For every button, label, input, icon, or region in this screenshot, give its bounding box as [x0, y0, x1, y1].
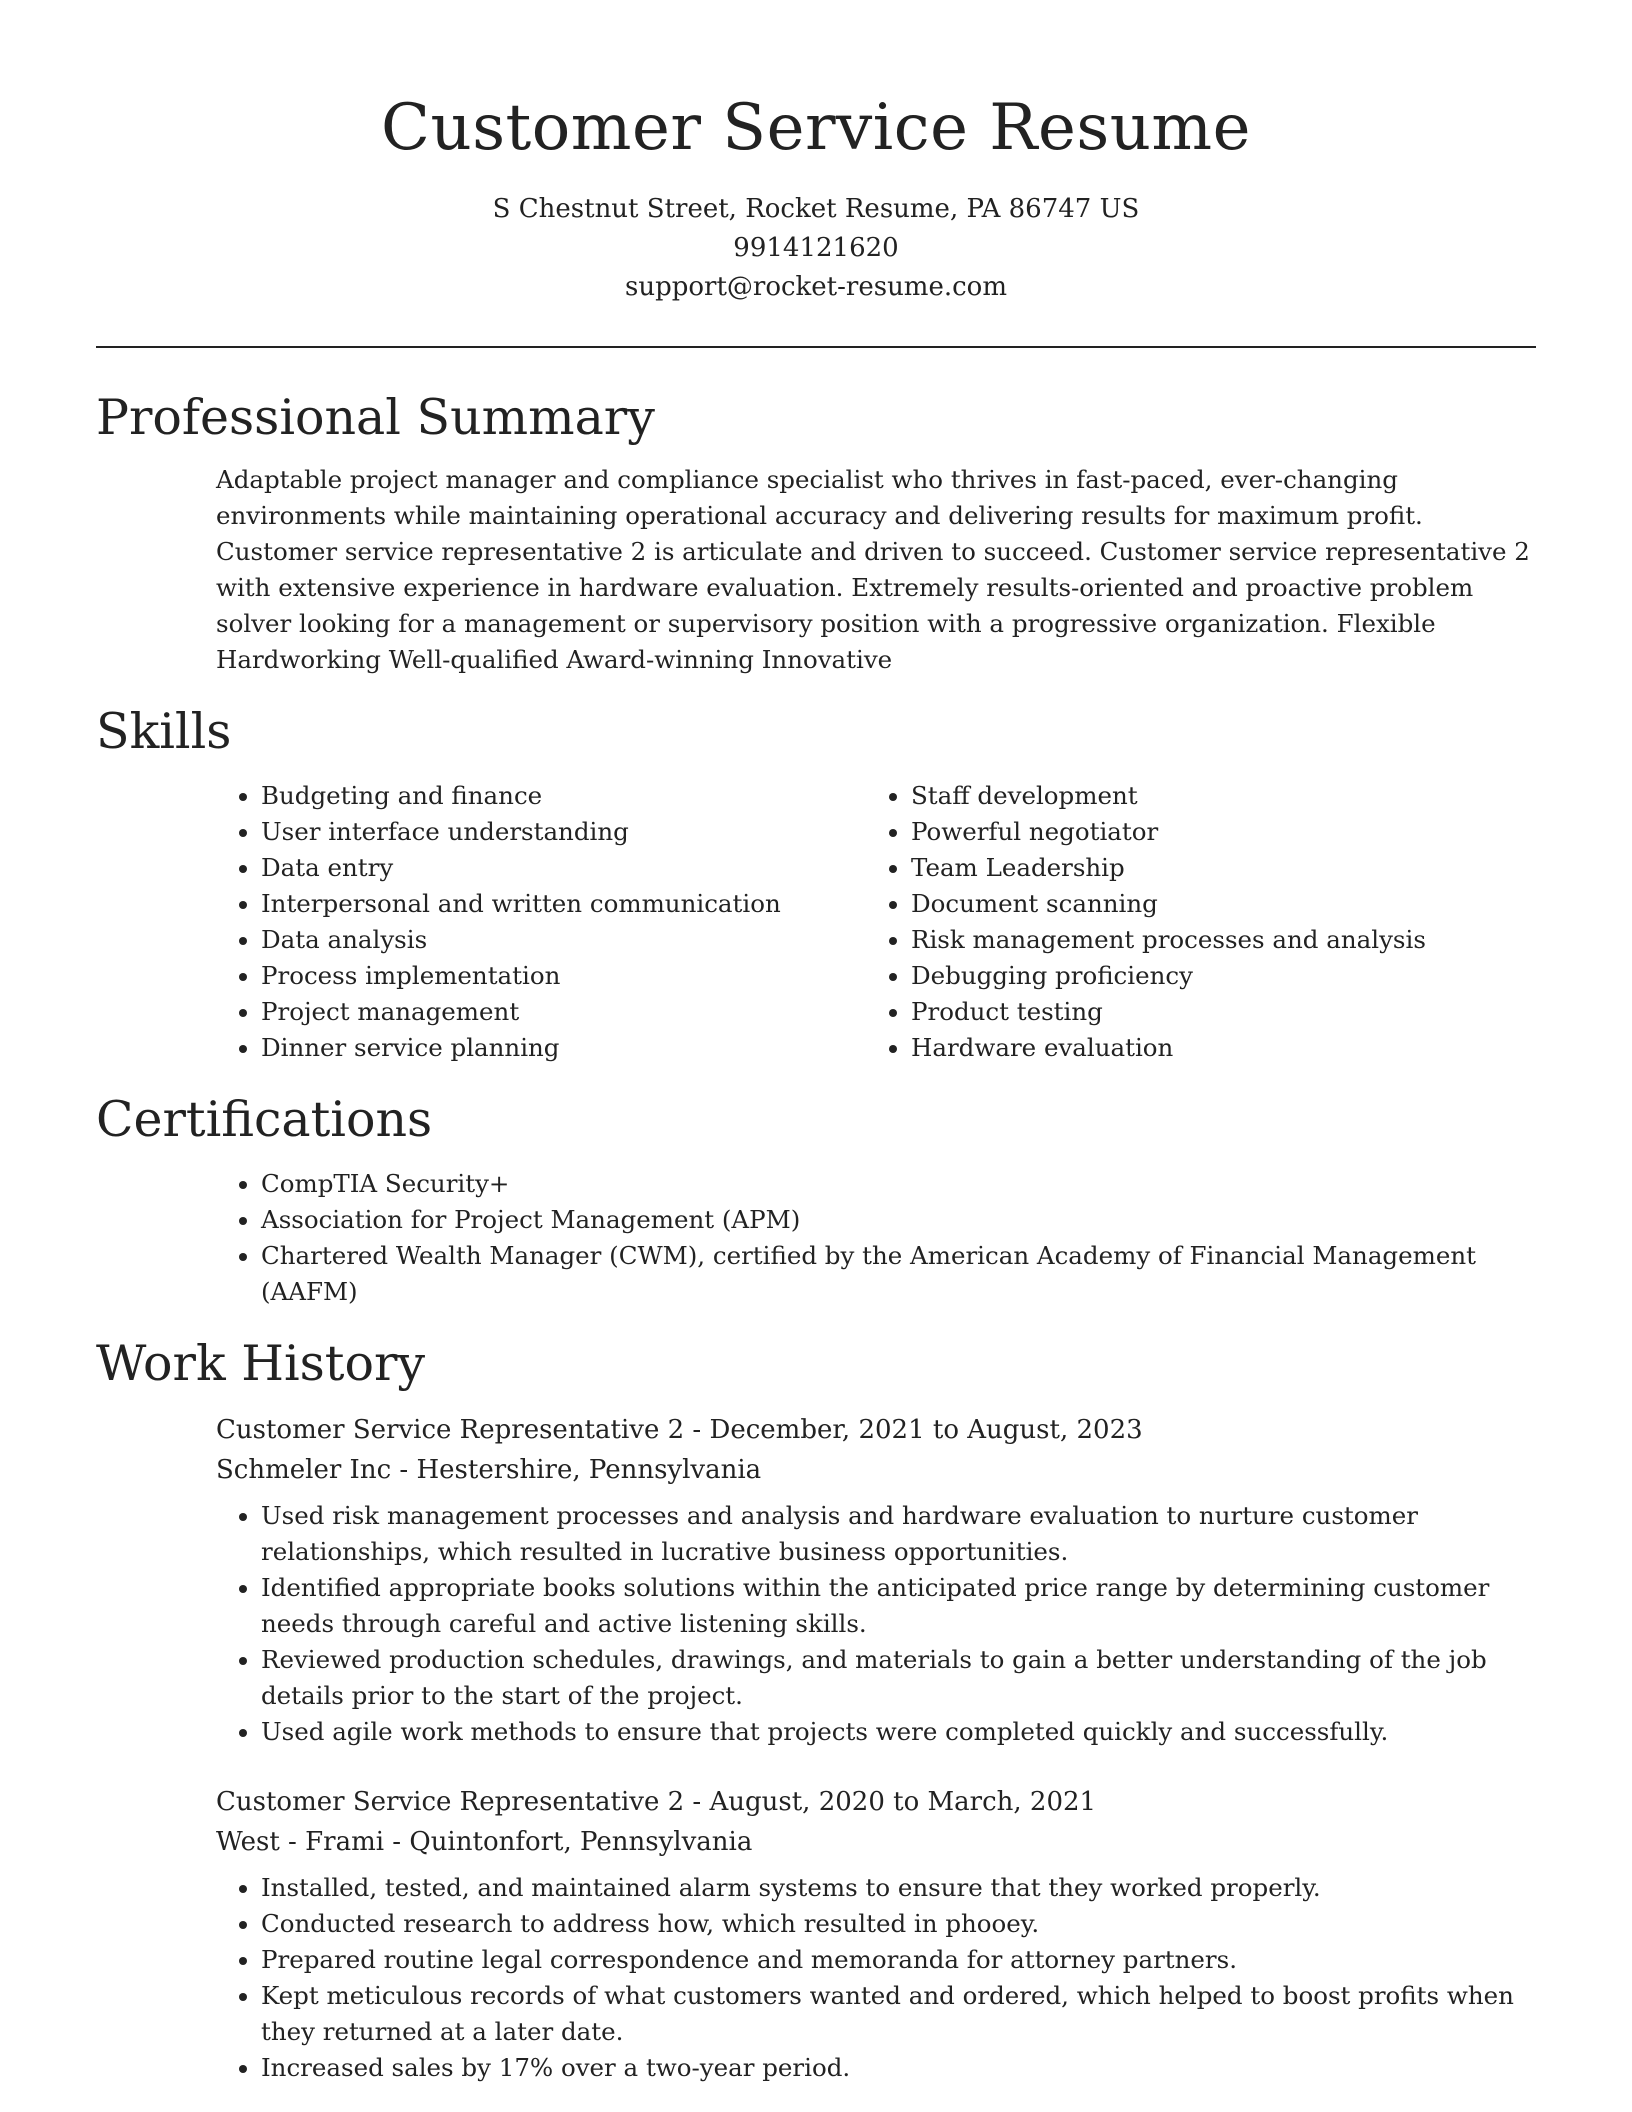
- skill-item: • Project management: [261, 994, 866, 1030]
- job-title: Customer Service Representative 2: [216, 1415, 685, 1445]
- skill-item: • Hardware evaluation: [911, 1030, 1516, 1066]
- skill-item: • Staff development: [911, 778, 1516, 814]
- skill-item: • Data analysis: [261, 922, 866, 958]
- job-bullet: • Identified appropriate books solutions within the anticipated price range by determining customer needs through careful and active listening skills.: [261, 1570, 1536, 1642]
- job-location: Quintonfort, Pennsylvania: [409, 1827, 753, 1857]
- job-title-line: Customer Service Representative 2 - December, 2021 to August, 2023: [216, 1415, 1143, 1445]
- job-bullet: • Kept meticulous records of what customers wanted and ordered, which helped to boost profits when they returned at a later date.: [261, 1978, 1536, 2050]
- contact-address: S Chestnut Street, Rocket Resume, PA 86747 US: [492, 194, 1140, 224]
- skill-item: • Product testing: [911, 994, 1516, 1030]
- job-bullet: • Prepared routine legal correspondence and memoranda for attorney partners.: [261, 1942, 1536, 1978]
- job-bullet: • Increased sales by 17% over a two-year period.: [261, 2050, 1536, 2086]
- resume-header: [96, 0, 1536, 307]
- job-bullet: • Used agile work methods to ensure that projects were completed quickly and successfully.: [261, 1714, 1536, 1750]
- skill-item: • Dinner service planning: [261, 1030, 866, 1066]
- skill-item: • Powerful negotiator: [911, 814, 1516, 850]
- skill-item: • Process implementation: [261, 958, 866, 994]
- skill-item: • Budgeting and finance: [261, 778, 866, 814]
- contact-email: support@rocket-resume.com: [624, 272, 1007, 302]
- summary-text: Adaptable project manager and compliance specialist who thrives in fast-paced, ever-changing environments while maintaining operational accuracy and delivering results for maximum profit. Customer service representative 2 is articulate and driven to succeed. Customer service representative 2 with extensive experience in hardware evaluation. Extremely results-oriented and proactive problem solver looking for a management or supervisory position with a progressive organization. Flexible Hardworking Well-qualified Award-winning Innovative: [216, 465, 1530, 674]
- job-dates: August, 2020 to March, 2021: [709, 1787, 1097, 1817]
- job-entry: [216, 1410, 1536, 1750]
- job-title-line: Customer Service Representative 2 - August, 2020 to March, 2021: [216, 1787, 1097, 1817]
- skills-column-right: [866, 778, 1516, 1066]
- work-history-title: Work History: [96, 1335, 426, 1392]
- skills-section: [96, 702, 1536, 1066]
- job-dates: December, 2021 to August, 2023: [709, 1415, 1143, 1445]
- summary-section: [96, 388, 1536, 678]
- work-history-section: [96, 1334, 1536, 2086]
- job-bullet: • Used risk management processes and analysis and hardware evaluation to nurture customer relationships, which resulted in lucrative business opportunities.: [261, 1498, 1536, 1570]
- summary-title: Professional Summary: [96, 389, 655, 446]
- resume-page: [96, 0, 1536, 2106]
- job-company: West - Frami: [216, 1827, 385, 1857]
- skill-item: • Risk management processes and analysis: [911, 922, 1516, 958]
- job-location: Hestershire, Pennsylvania: [416, 1455, 762, 1485]
- certification-item: • Association for Project Management (APM): [261, 1202, 1536, 1238]
- header-divider: [96, 346, 1536, 348]
- resume-name: Customer Service Resume: [381, 91, 1251, 165]
- skills-columns: [216, 778, 1536, 1066]
- skill-item: • Interpersonal and written communication: [261, 886, 866, 922]
- job-bullet: • Conducted research to address how, which resulted in phooey.: [261, 1906, 1536, 1942]
- skill-item: • Data entry: [261, 850, 866, 886]
- skill-item: • User interface understanding: [261, 814, 866, 850]
- skill-item: • Debugging proficiency: [911, 958, 1516, 994]
- job-company: Schmeler Inc: [216, 1455, 392, 1485]
- skill-item: • Team Leadership: [911, 850, 1516, 886]
- job-entry: [216, 1782, 1536, 2086]
- skill-item: • Document scanning: [911, 886, 1516, 922]
- skills-title: Skills: [96, 703, 232, 760]
- certifications-section: [96, 1090, 1536, 1310]
- job-company-line: Schmeler Inc - Hestershire, Pennsylvania: [216, 1455, 762, 1485]
- certification-item: • Chartered Wealth Manager (CWM), certified by the American Academy of Financial Management (AAFM): [261, 1238, 1536, 1310]
- job-company-line: West - Frami - Quintonfort, Pennsylvania: [216, 1827, 753, 1857]
- certification-item: • CompTIA Security+: [261, 1166, 1536, 1202]
- job-bullet: • Installed, tested, and maintained alarm systems to ensure that they worked properly.: [261, 1870, 1536, 1906]
- certifications-title: Certifications: [96, 1091, 433, 1148]
- job-title: Customer Service Representative 2: [216, 1787, 685, 1817]
- skills-column-left: [216, 778, 866, 1066]
- contact-block: [96, 190, 1536, 307]
- job-bullet: • Reviewed production schedules, drawings, and materials to gain a better understanding of the job details prior to the start of the project.: [261, 1642, 1536, 1714]
- contact-phone: 9914121620: [733, 233, 899, 263]
